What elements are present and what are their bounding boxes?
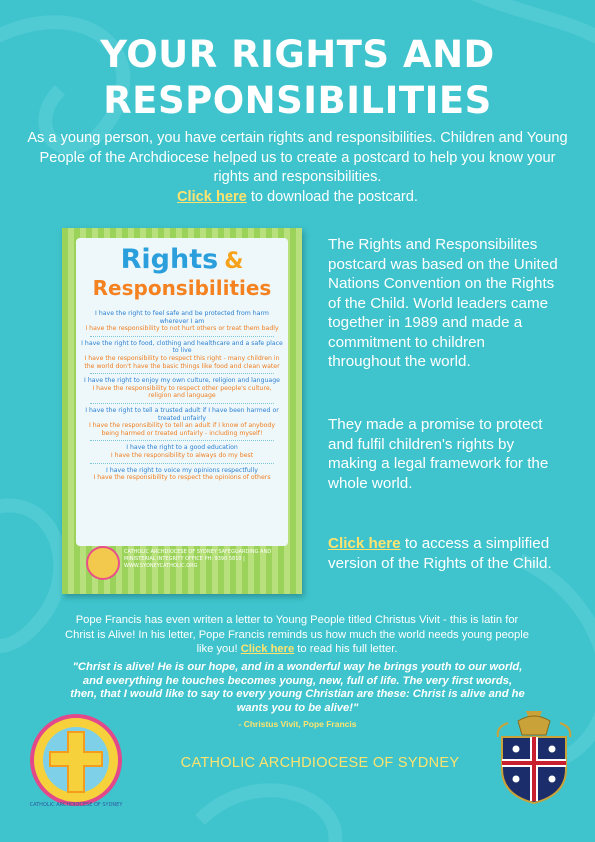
postcard-title-responsibilities: Responsibilities bbox=[92, 276, 272, 300]
logo-subtext: CATHOLIC ARCHDIOCESE OF SYDNEY bbox=[29, 802, 123, 808]
intro-after-link: to download the postcard. bbox=[246, 188, 418, 205]
christus-vivit-quote: "Christ is alive! He is our hope, and in a wonderful way he brings youth to our world, and everything he touches becomes young, new, full of life. The very first words, then, that I would like to say to every young Christian are these: Christ is alive and he wants you to be alive!" bbox=[70, 661, 525, 714]
pope-text: Pope Francis has even writen a letter to Young People titled Christus Vivit - this is latin for Christ is Alive! In his letter, Pope Francis reminds us how much the world needs young people like you! bbox=[65, 614, 529, 655]
side-para-3-text: to access a simplified version of the Rights of the Child. bbox=[328, 535, 552, 572]
title-line-1: YOUR RIGHTS AND bbox=[100, 33, 495, 76]
postcard-responsibility: I have the responsibility to respect this right - many children in the world don't have the basic things like food and clean water bbox=[84, 354, 280, 370]
postcard-responsibility: I have the responsibility to always do my best bbox=[110, 451, 254, 459]
side-para-1: The Rights and Responsibilites postcard was based on the United Nations Convention on the Rights of the Child. World leaders came together in 1989 and made a commitment to children throughout the world. bbox=[328, 236, 558, 370]
pope-francis-paragraph bbox=[62, 613, 532, 657]
download-postcard-link[interactable]: Click here bbox=[177, 188, 247, 205]
postcard-divider bbox=[90, 373, 274, 374]
postcard-right: I have the right to feel safe and be protected from harm wherever I am bbox=[95, 310, 269, 325]
side-para-3 bbox=[328, 534, 558, 573]
postcard-divider bbox=[90, 403, 274, 404]
postcard-title-word: Rights bbox=[120, 244, 219, 275]
postcard-image bbox=[62, 228, 302, 594]
full-letter-link[interactable]: Click here bbox=[240, 643, 295, 655]
page-title bbox=[0, 32, 595, 124]
pope-after-link: to read his full letter. bbox=[294, 643, 398, 655]
postcard-right: I have the right to a good education bbox=[126, 444, 238, 452]
quote-attribution: - Christus Vivit, Pope Francis bbox=[238, 719, 357, 729]
postcard-ampersand: & bbox=[224, 249, 244, 274]
postcard-right: I have the right to food, clothing and healthcare and a safe place to live bbox=[81, 339, 283, 355]
postcard-responsibility: I have the responsibility to not hurt others or treat them badly bbox=[85, 325, 279, 333]
archdiocese-crest-icon bbox=[496, 707, 572, 807]
postcard-divider bbox=[90, 463, 274, 464]
archdiocese-name: CATHOLIC ARCHDIOCESE OF SYDNEY bbox=[180, 755, 460, 771]
postcard-safeguarding-logo bbox=[86, 546, 120, 580]
safeguarding-children-logo bbox=[18, 710, 136, 810]
intro-text: As a young person, you have certain rights and responsibilities. Children and Young People of the Archdiocese helped us to create a postcard to help you know your rights and responsibilities. bbox=[27, 130, 568, 185]
postcard-panel bbox=[76, 238, 288, 546]
intro-paragraph bbox=[20, 129, 575, 207]
postcard-divider bbox=[90, 440, 274, 441]
postcard-right: I have the right to tell a trusted adult if I have been harmed or treated unfairly bbox=[85, 406, 279, 422]
postcard-right: I have the right to enjoy my own culture, religion and language bbox=[84, 377, 280, 385]
postcard-responsibility: I have the responsibility to tell an adult if I know of anybody being harmed or treated unfairly - including myself! bbox=[88, 422, 276, 437]
title-line-2: RESPONSIBILITIES bbox=[103, 79, 492, 122]
postcard-right: I have the right to voice my opinions respectfully bbox=[106, 466, 258, 474]
postcard-divider bbox=[90, 336, 274, 337]
postcard-footer-text: CATHOLIC ARCHDIOCESE OF SYDNEY SAFEGUARDING AND MINISTERIAL INTEGRITY OFFICE PH: 9390 5810 | WWW.SYDNEYCATHOLIC.ORG bbox=[124, 549, 272, 569]
postcard-list bbox=[80, 310, 284, 482]
rights-of-child-link[interactable]: Click here bbox=[328, 535, 401, 552]
postcard-title-rights bbox=[76, 244, 288, 275]
postcard-responsibility: I have the responsibility to respect other people's culture, religion and language bbox=[92, 384, 272, 400]
side-para-2: They made a promise to protect and fulfil children's rights by making a legal framework for the whole world. bbox=[328, 416, 549, 492]
postcard-responsibility: I have the responsibility to respect the opinions of others bbox=[93, 474, 271, 482]
